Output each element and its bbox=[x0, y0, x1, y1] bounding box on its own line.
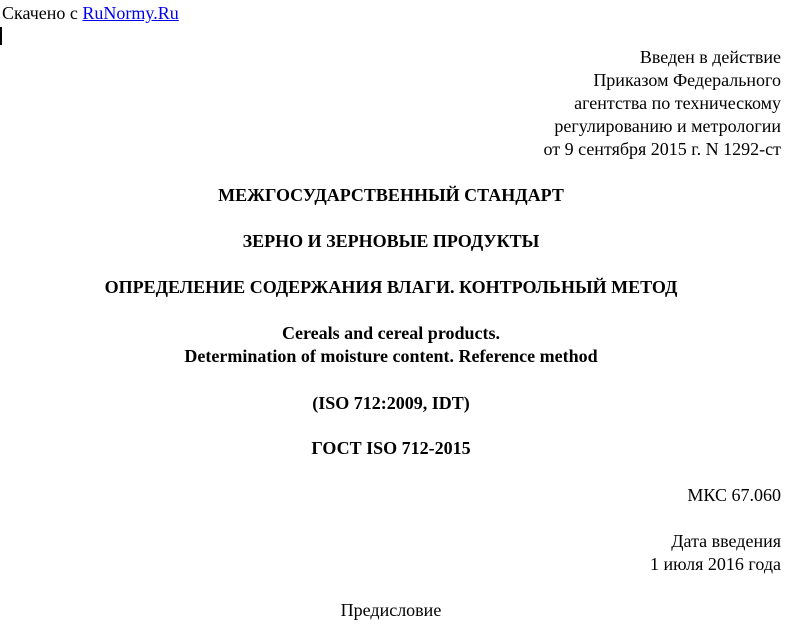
enactment-line: регулированию и метрологии bbox=[554, 116, 781, 136]
gost-number: ГОСТ ISO 712-2015 bbox=[311, 438, 471, 458]
iso-reference: (ISO 712:2009, IDT) bbox=[312, 393, 470, 413]
title-ru-line-2: ОПРЕДЕЛЕНИЕ СОДЕРЖАНИЯ ВЛАГИ. КОНТРОЛЬНЫЙ МЕТОД bbox=[104, 277, 678, 297]
standard-type-heading: МЕЖГОСУДАРСТВЕННЫЙ СТАНДАРТ bbox=[218, 185, 564, 205]
text-cursor bbox=[0, 27, 2, 45]
mks-code: МКС 67.060 bbox=[687, 485, 781, 505]
enactment-line: агентства по техническому bbox=[574, 93, 781, 113]
intro-date-value: 1 июля 2016 года bbox=[650, 554, 781, 574]
title-en-line-1: Cereals and cereal products. bbox=[282, 323, 500, 343]
runormy-link[interactable]: RuNormy.Ru bbox=[82, 3, 179, 23]
title-en-line-2: Determination of moisture content. Reference method bbox=[184, 346, 598, 366]
enactment-line: Приказом Федерального bbox=[593, 70, 781, 90]
source-line bbox=[2, 2, 179, 25]
enactment-line: от 9 сентября 2015 г. N 1292-ст bbox=[543, 139, 781, 159]
source-prefix: Скачено с bbox=[2, 3, 83, 23]
intro-date-label: Дата введения bbox=[671, 531, 781, 551]
enactment-block bbox=[543, 46, 781, 161]
foreword-title: Предисловие bbox=[340, 600, 442, 620]
title-ru-line-1: ЗЕРНО И ЗЕРНОВЫЕ ПРОДУКТЫ bbox=[242, 231, 540, 251]
enactment-line: Введен в действие bbox=[639, 47, 781, 67]
